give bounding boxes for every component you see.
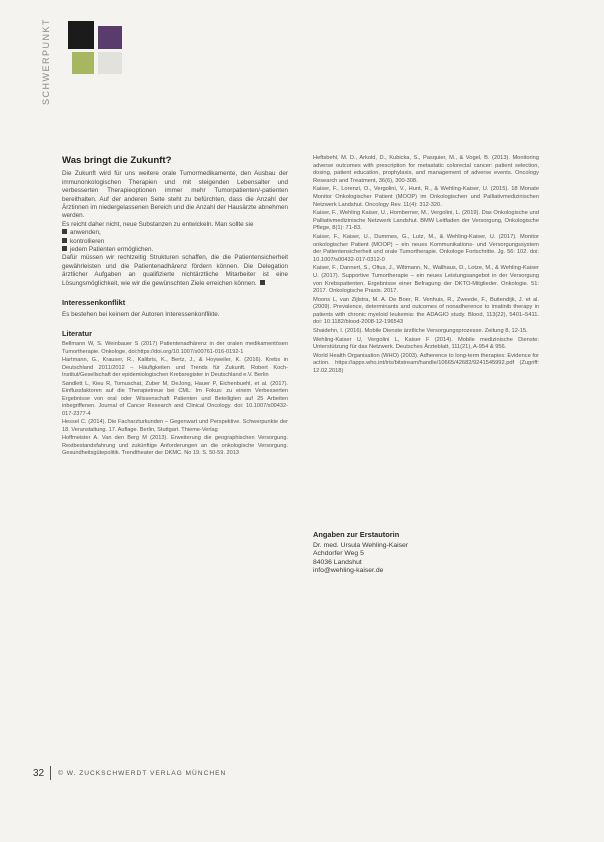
outro-paragraph: Dafür müssen wir rechtzeitig Strukturen schaffen, die die Patientensicherheit gewährleisten und die Patientenadhärenz fördern können. Die Delegation ärztlicher Aufgaben an qualifizierte nichtärztliche Mitarbeiter ist eine Lösungsmöglichkeit, wie wir die gewünschten Ziele erreichen können. [62, 254, 288, 287]
coi-text: Es bestehen bei keinem der Autoren Interessenkonflikte. [62, 310, 220, 318]
page-footer [0, 764, 604, 784]
left-column [62, 157, 288, 459]
publisher-line: © W. ZUCKSCHWERDT VERLAG MÜNCHEN [58, 770, 227, 777]
author-heading: Angaben zur Erstautorin [313, 530, 400, 539]
reference-item: Heftsbehl, M. D., Arkold, D., Kubicka, S., Pasquier, M., & Vogel, B. (2013). Monitoring adverse outcomes with prescription for metastatic colorectal cancer: patient selection, dosing, patient education, prophylaxis, and management of adverse events. Oncology Research and Treatment, 36(6), 300-308. [313, 155, 539, 184]
bullet-item: jedem Patienten ermöglichen. [62, 246, 288, 254]
end-square-icon [260, 280, 265, 285]
bullet-item: kontrollieren [62, 238, 288, 246]
section-heading: Was bringt die Zukunft? [62, 155, 172, 166]
page-number: 32 [33, 768, 45, 779]
reference-item: Hessel C. (2014). Die Facharzturkunden – Gegenwart und Perspektive. Schwerpunkte der 18. Veranstaltung. 17. Auflage. Berlin, Stuttgart. Thieme-Verlag [62, 419, 288, 433]
bullet-square-icon [62, 238, 67, 243]
reference-item: Shaidehn, I. (2016). Mobile Dienste ärztliche Versorgungsprozesse. Zeitung 8, 12-15. [313, 328, 528, 335]
author-street: Achdorfer Weg 5 [313, 550, 364, 558]
decor-square-green [72, 52, 94, 74]
reference-item: Kaiser, F., Wehling Kaiser, U., Homberner, M., Vergolini, L. (2019). Das Onkologische und Palliativmedizinische Netzwerk Landshut. BMW Leitfaden der Versorgung, Onkologische Pflege, 8(1): 71-83. [313, 210, 539, 232]
reference-item: Moons L, van Zijlstra, M. A. De Boer, R. Venhuis, R., Zweede, F., Buitendijk, J. et al. (2009). Prevalence, determinants and outcomes of nonadherence to imatinib therapy in patients with chronic myeloid leukemia: the ADAGIO study. Blood, 113(22), 5401–5411. doi: 10.1182/blood-2008-12-196543 [313, 296, 539, 326]
coi-heading: Interessenkonflikt [62, 298, 126, 308]
reference-item: Hoffmeister A. Van den Berg M (2013). Erweiterung die geographischen Versorgung. Restbestandsfahrung und zukünftige Anforderungen an die onkologische Versorgung. Gesundheitsgütepolitik. Trendtheater der DKMC. No 19. S. 50-59. 2013 [62, 435, 288, 457]
reference-item: Kaiser, F., Dannert, S., Oltus, J., Wiltmann, N., Wallhaus, D., Lotze, M., & Wehling-Kaiser U. (2017). Supportive Tumortherapie – ein neues Leistungsangebot in der Versorgung von Krebspatienten. Ergebnisse einer Befragung der DKTO-Mitglieder. Onkologie. 51: 2017. Onkologische Praxis. 2017. [313, 265, 539, 295]
author-name: Dr. med. Ursula Wehling-Kaiser [313, 541, 409, 549]
literature-heading: Literatur [62, 328, 92, 338]
reference-item: Sandlett L, Kieu R, Tomuschat, Zuber M, DeJong, Hauer P, Eichenbuehl, et al. (2017). Einflussfaktoren auf die Therapietreue bei CML: Im Fokus: zu einem Verbesserten Ergebnisse von oral oder Wissenschaft Patienten und Beteiligten auf 25 Arbeiten inbegriffenen. Journal of Cancer Research and Clinical Oncology. doi: 10.1007/s00432-017-2377-4 [62, 380, 288, 417]
reference-item: Wehling-Kaiser U, Vergolini L, Kaiser F (2014). Mobile medizinische Dienste: Unterstützung für das Netzwerk. Deutsches Ärzteblatt, 111(21), A-954 & 956. [313, 336, 539, 351]
bullet-square-icon [62, 246, 67, 251]
intro-paragraph: Die Zukunft wird für uns weitere orale Tumormedikamente, den Ausbau der immunonkologischen Therapien und mit steigenden Lebensalter und verbesserten Therapieoptionen immer mehr Tumorpatienten/-patienten bereithalten. Auf der anderen Seite steht zu befürchten, dass die Anzahl der Ärztinnen im niedergelassenen Bereich und die Anzahl der Hausärzte abnehmen werden. [62, 170, 288, 220]
bullet-square-icon [62, 229, 67, 234]
decor-square-black [68, 21, 94, 49]
reference-item: Hartmann, G., Krauser, R., Kalibris, K., Bertz, J., & Hoyweiler, K. (2016). Krebs in Deutschland 2011/2012 – Häufigkeiten und Trends für Zukunft. Robert Koch-Institut/Gesellschaft der epidemiologischen Krebsregister in Deutschland e.V. Berlin [62, 357, 288, 379]
section-label: SCHWERPUNKT [41, 18, 51, 106]
bullet-item: anwenden, [62, 229, 288, 237]
footer-divider [50, 766, 51, 780]
author-city: 84036 Landshut [313, 558, 362, 566]
reference-item: Bellmann W, S. Weinbauer S (2017) Patientenadhärenz in der oralen medikamentösen Tumortherapie. Onkologe, doi:https://doi.org/10.1007/s00761-016-0192-1 [62, 341, 288, 355]
decor-square-purple [98, 26, 122, 49]
author-info [313, 531, 539, 576]
reference-item: Kaiser, F., Lorenzi, O., Vergolini, V., Hunt, R., & Wehling-Kaiser, U. (2015). 18 Monate Monitor Onkologischer Patient (MOOP) im Onkologischen und Palliativmedizinischen Netzwerk Landshut. Oncology Rev. 11(4): 312-320. [313, 186, 539, 208]
reference-item: Kaiser, F., Kaiser, U., Dummes, G., Lutz, M., & Wehling-Kaiser, U. (2017). Monitor onkologischer Patient (MOOP) – ein neues Kommunikations- und Versorgungssystem der Patientensicherheit und orale Tumortherapie. Onkologe Fortschritte. Jg. 56: 102. doi: 10.1007/s00432-017-0312-0 [313, 233, 539, 263]
right-column [313, 155, 539, 377]
author-email[interactable]: info@wehling-kaiser.de [313, 567, 384, 575]
decor-square-grey [98, 52, 122, 74]
bullet-intro: Es reicht daher nicht, neue Substanzen zu entwickeln. Man sollte sie [62, 220, 254, 228]
reference-item: World Health Organisation (WHO) (2003). Adherence to long-term therapies: Evidence for action. https://apps.who.int/iris/bitstream/handle/10665/42682/9241545992.pdf (Zugriff: 12.02.2018) [313, 352, 539, 375]
